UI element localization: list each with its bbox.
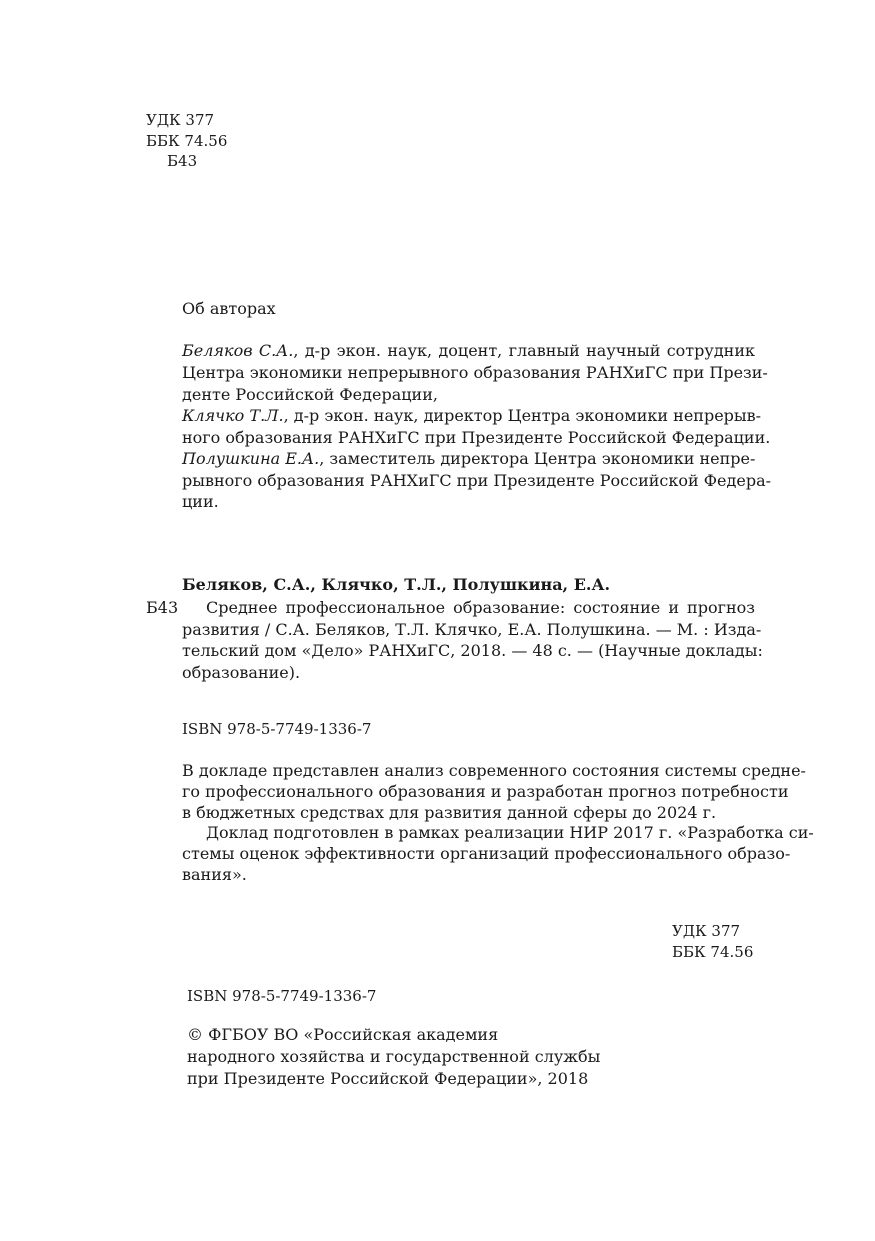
catalog-line-4: образование). — [182, 663, 301, 682]
author-name-3: Полушкина Е.А. — [182, 449, 320, 468]
abstract-line-4: Доклад подготовлен в рамках реализации НИР 2017 г. «Разработка си- — [206, 823, 814, 842]
about-line-8: ции. — [182, 492, 219, 511]
catalog-line-3: тельский дом «Дело» РАНХиГС, 2018. — 48 с. — (Научные доклады: — [182, 641, 763, 660]
bbk-code-bottom: ББК 74.56 — [672, 943, 754, 961]
copyright-line-1: © ФГБОУ ВО «Российская академия — [187, 1025, 499, 1044]
abstract-line-1: В докладе представлен анализ современного состояния системы средне- — [182, 761, 806, 780]
about-line-3: денте Российской Федерации, — [182, 385, 438, 404]
bbk-code-top: ББК 74.56 — [146, 132, 228, 150]
about-authors-title: Об авторах — [182, 299, 276, 318]
isbn-bottom: ISBN 978-5-7749-1336-7 — [187, 987, 377, 1005]
abstract-line-2: го профессионального образования и разработан прогноз потребности — [182, 782, 789, 801]
udk-code-bottom: УДК 377 — [672, 922, 741, 940]
author-name-2: Клячко Т.Л. — [182, 406, 284, 425]
author-name-1: Беляков С.А. — [182, 341, 294, 360]
about-line-7: рывного образования РАНХиГС при Президенте Российской Федера- — [182, 471, 772, 490]
catalog-author-mark: Б43 — [146, 598, 179, 617]
about-line-4: Клячко Т.Л., д-р экон. наук, директор Центра экономики непрерыв- — [182, 406, 762, 425]
about-line-2: Центра экономики непрерывного образования РАНХиГС при Прези- — [182, 363, 768, 382]
about-line-5: ного образования РАНХиГС при Президенте Российской Федерации. — [182, 428, 771, 447]
catalog-line-2: развития / С.А. Беляков, Т.Л. Клячко, Е.А. Полушкина. — М. : Изда- — [182, 620, 762, 639]
catalog-line-1: Среднее профессиональное образование: состояние и прогноз — [206, 598, 755, 617]
about-line-1: Беляков С.А., д-р экон. наук, доцент, главный научный сотрудник — [182, 341, 755, 360]
catalog-heading: Беляков, С.А., Клячко, Т.Л., Полушкина, Е.А. — [182, 575, 611, 594]
abstract-line-5: стемы оценок эффективности организаций профессионального образо- — [182, 844, 791, 863]
catalog-isbn: ISBN 978-5-7749-1336-7 — [182, 720, 372, 738]
abstract-line-3: в бюджетных средствах для развития данной сферы до 2024 г. — [182, 803, 717, 822]
udk-code-top: УДК 377 — [146, 111, 215, 129]
copyright-line-2: народного хозяйства и государственной службы — [187, 1047, 601, 1066]
about-line-6: Полушкина Е.А., заместитель директора Центра экономики непре- — [182, 449, 756, 468]
author-mark-top: Б43 — [167, 152, 198, 170]
copyright-line-3: при Президенте Российской Федерации», 2018 — [187, 1069, 589, 1088]
abstract-line-6: вания». — [182, 865, 247, 884]
